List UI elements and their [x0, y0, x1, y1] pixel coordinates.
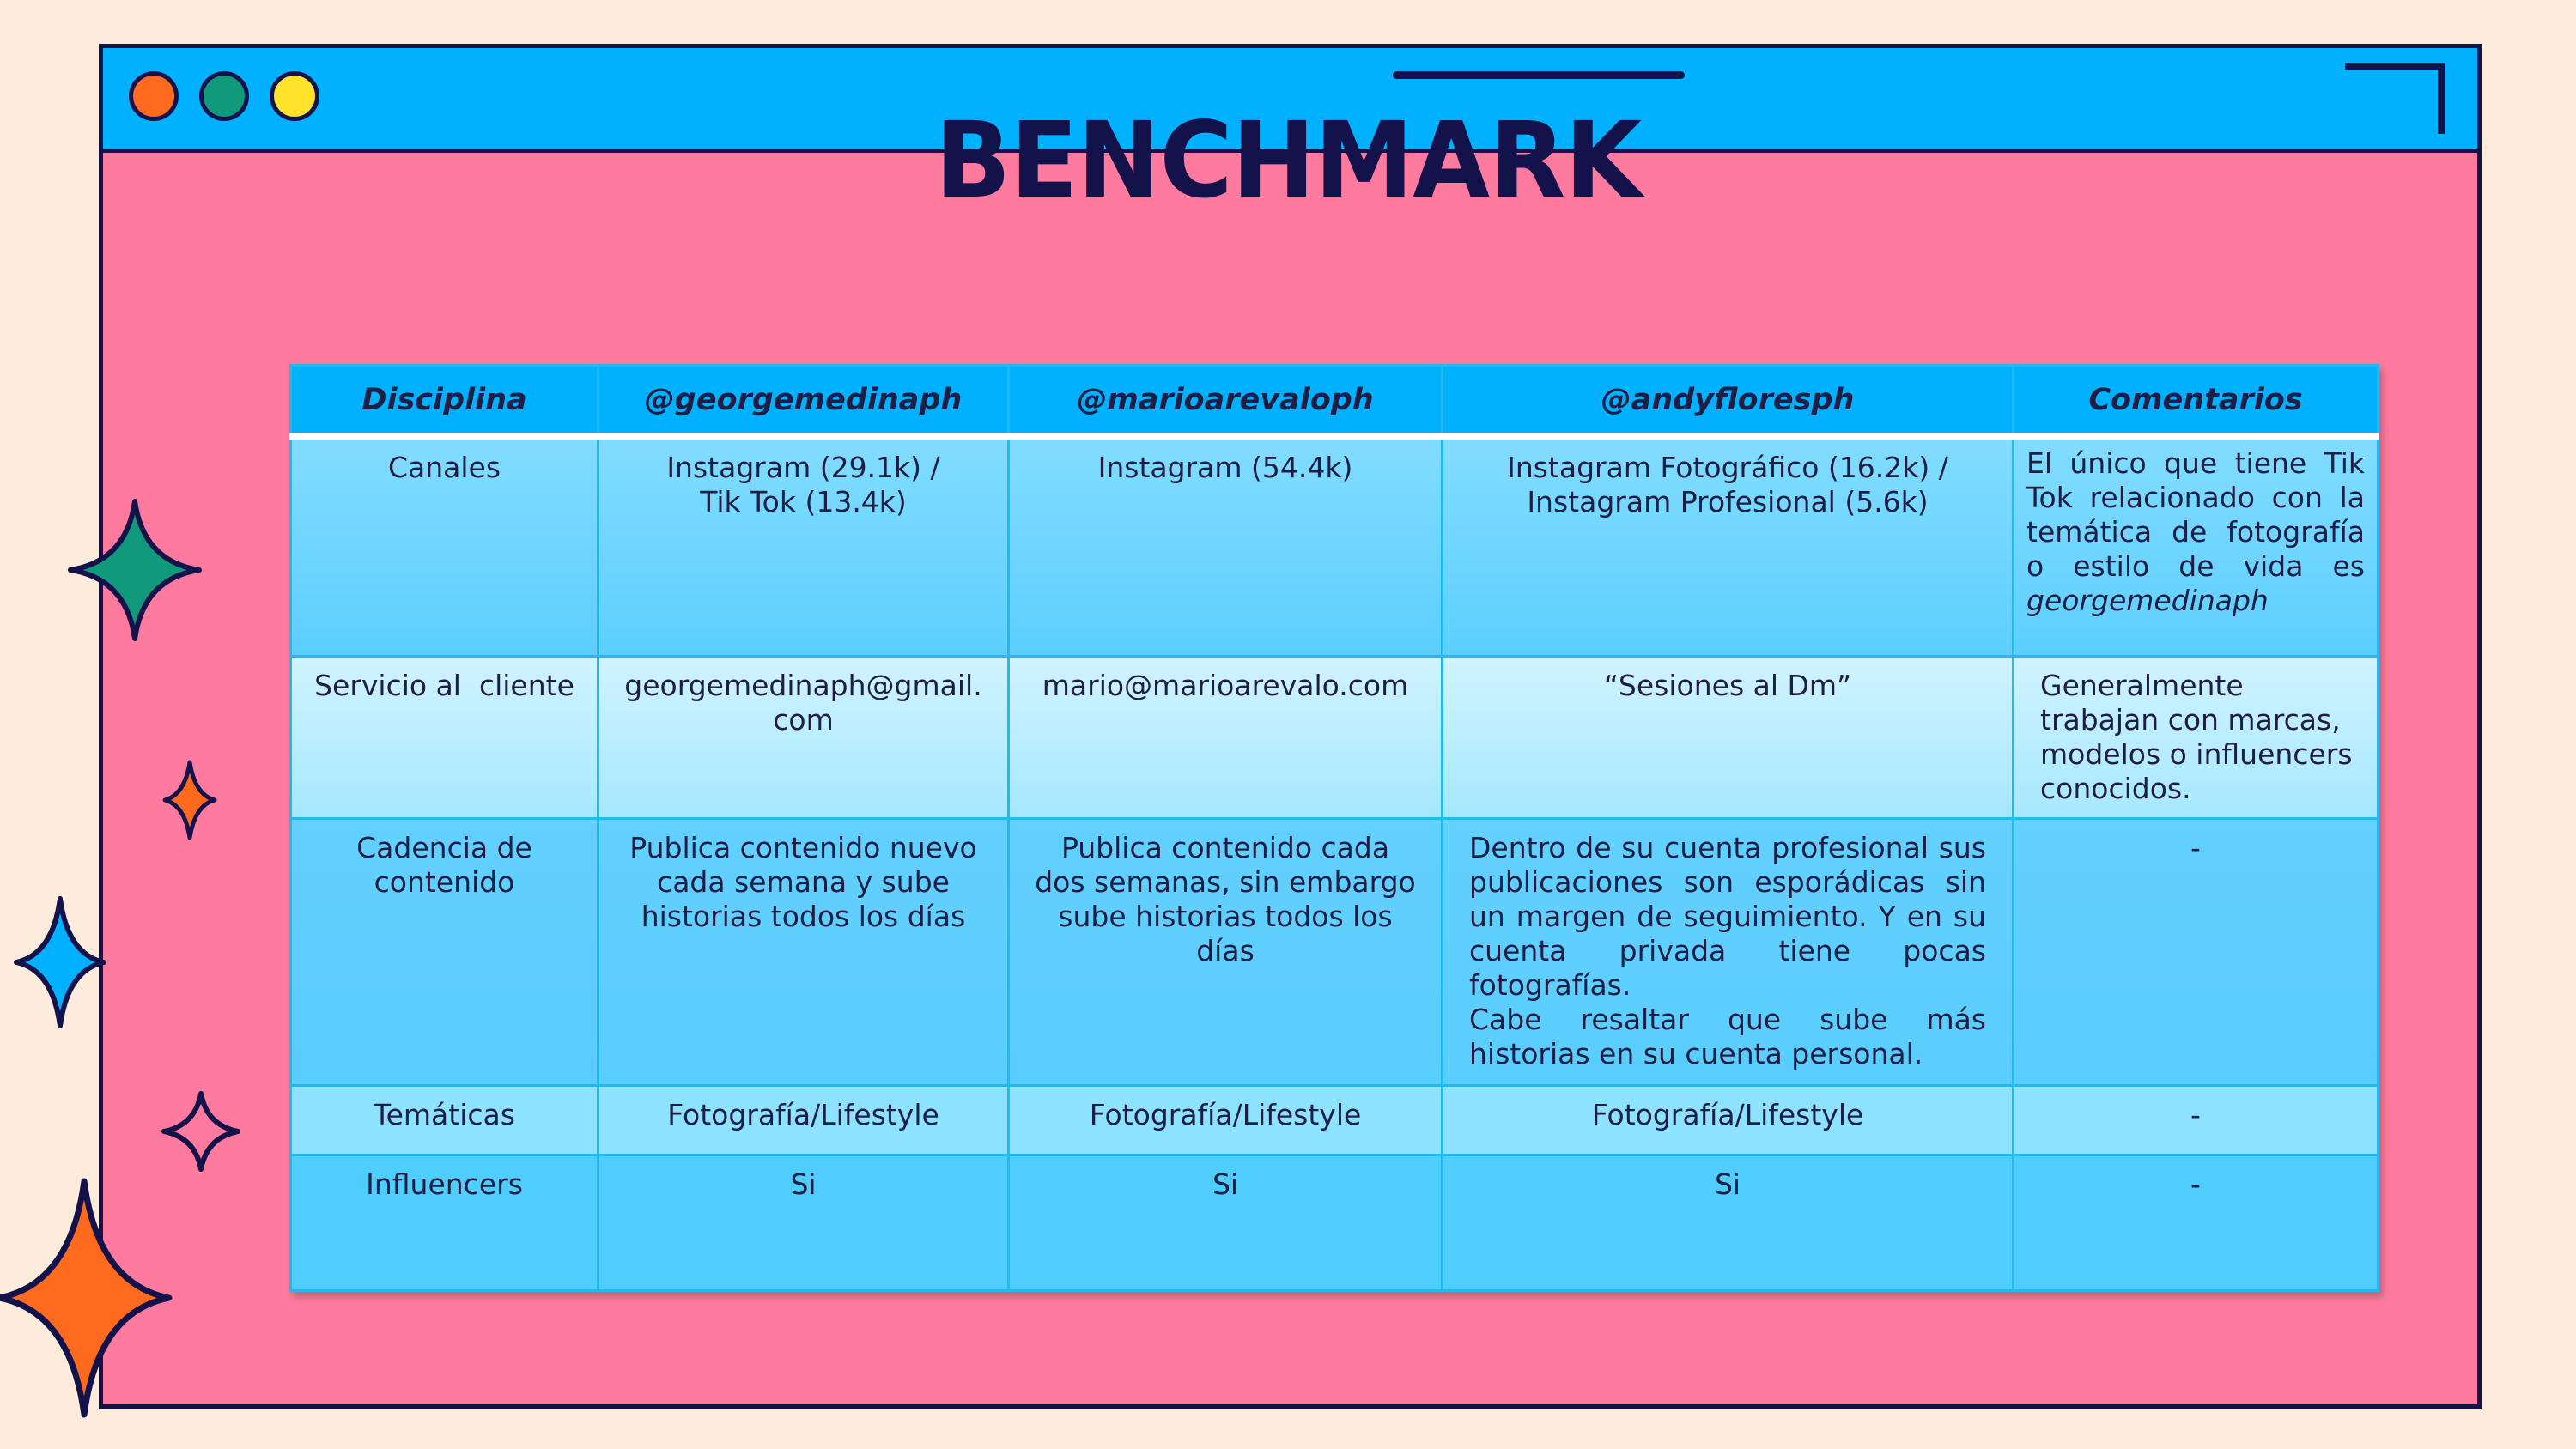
cell-line: Instagram (29.1k) /	[666, 451, 940, 484]
cell-line: contenido	[374, 865, 515, 899]
outline-star-icon	[161, 1090, 241, 1173]
cell-line: georgemedinaph@gmail.	[624, 669, 982, 702]
cell-george	[598, 436, 1009, 657]
cell-disciplina: Temáticas	[291, 1086, 598, 1155]
cell-line: Tik Tok (13.4k)	[700, 485, 907, 518]
cell-mario: Si	[1009, 1155, 1443, 1291]
table-row	[291, 819, 2379, 1086]
table-row	[291, 1155, 2379, 1291]
cell-mario	[1009, 819, 1443, 1086]
cell-disciplina: Servicio al cliente	[291, 657, 598, 819]
big-orange-star-icon	[0, 1178, 173, 1418]
cell-andy: Fotografía/Lifestyle	[1443, 1086, 2014, 1155]
cell-comentarios: Generalmente trabajan con marcas, modelos o influencers conocidos.	[2014, 657, 2379, 819]
cell-comentarios: -	[2014, 819, 2379, 1086]
benchmark-table	[289, 364, 2379, 1292]
cell-line: com	[773, 703, 834, 737]
cell-george	[598, 657, 1009, 819]
header-mario: @marioarevaloph	[1009, 366, 1443, 437]
cell-text: Dentro de su cuenta profesional sus publicaciones son esporádicas sin un margen de seguimiento. Y en su cuenta privada tiene pocas fotografías.	[1469, 831, 1986, 1002]
cell-handle: georgemedinaph	[2026, 584, 2269, 617]
green-star-icon	[67, 498, 203, 642]
cell-george: Si	[598, 1155, 1009, 1291]
cell-line: Instagram Profesional (5.6k)	[1527, 485, 1929, 518]
cell-george	[598, 819, 1009, 1086]
cell-mario: mario@marioarevalo.com	[1009, 657, 1443, 819]
cell-line: Publica contenido cada	[1060, 831, 1390, 864]
table-row	[291, 657, 2379, 819]
titlebar-line	[1393, 71, 1685, 79]
cell-comentarios: -	[2014, 1086, 2379, 1155]
cell-disciplina: Influencers	[291, 1155, 598, 1291]
cell-line: Cadencia de	[356, 831, 532, 864]
cell-text: El único que tiene Tik Tok relacionado con la temática de fotografía o estilo de vida es	[2026, 446, 2365, 583]
header-disciplina: Disciplina	[291, 366, 598, 437]
page-title: BENCHMARK	[934, 100, 1642, 222]
header-andy: @andyfloresph	[1443, 366, 2014, 437]
cell-mario: Instagram (54.4k)	[1009, 436, 1443, 657]
cell-andy: “Sesiones al Dm”	[1443, 657, 2014, 819]
cell-disciplina: Canales	[291, 436, 598, 657]
cell-line: dos semanas, sin embargo	[1035, 865, 1416, 899]
cell-line: sube historias todos los días	[1058, 900, 1393, 967]
header-comentarios: Comentarios	[2014, 366, 2379, 437]
cell-comentarios	[2014, 436, 2379, 657]
cell-disciplina	[291, 819, 598, 1086]
small-orange-star-icon	[161, 759, 218, 841]
cell-comentarios: -	[2014, 1155, 2379, 1291]
cell-george: Fotografía/Lifestyle	[598, 1086, 1009, 1155]
cell-line: Instagram Fotográfico (16.2k) /	[1507, 451, 1948, 484]
cell-andy: Si	[1443, 1155, 2014, 1291]
cell-line: cada semana y sube	[657, 865, 950, 899]
table-header-row	[291, 366, 2379, 437]
cell-text: Cabe resaltar que sube más historias en su cuenta personal.	[1469, 1003, 1986, 1070]
cell-line: historias todos los días	[641, 900, 966, 933]
table-row	[291, 1086, 2379, 1155]
cell-andy	[1443, 819, 2014, 1086]
header-george: @georgemedinaph	[598, 366, 1009, 437]
cell-mario: Fotografía/Lifestyle	[1009, 1086, 1443, 1155]
table-row	[291, 436, 2379, 657]
cell-andy	[1443, 436, 2014, 657]
cell-line: Publica contenido nuevo	[629, 831, 977, 864]
blue-star-icon	[13, 895, 107, 1029]
